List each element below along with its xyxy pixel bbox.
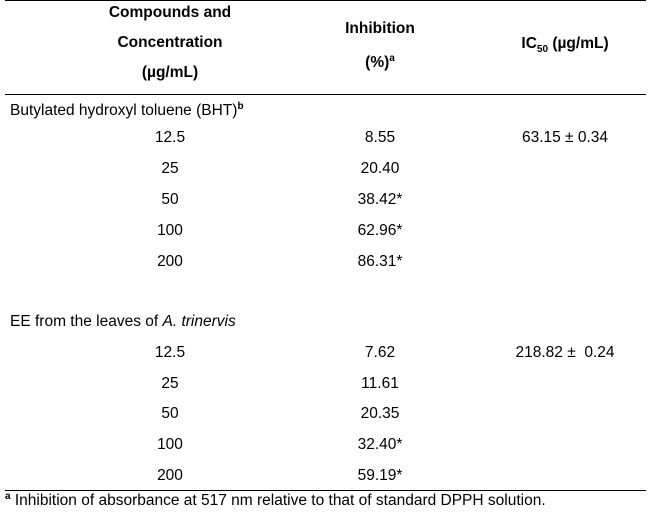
table-row-cell-inhib: 20.35 — [360, 405, 400, 422]
table-row-cell-conc: 200 — [157, 467, 183, 484]
footnote-sup: a — [5, 491, 11, 502]
group-label-ee: EE from the leaves of A. trinervis — [10, 313, 236, 330]
table-row-cell-inhib: 20.40 — [360, 160, 400, 177]
header-inhibition-sup: a — [389, 53, 395, 64]
table-row-cell-inhib: 86.31* — [357, 253, 403, 270]
table-row-cell-inhib: 62.96* — [357, 222, 403, 239]
table-row-cell-conc: 25 — [161, 160, 179, 177]
table-row-cell-inhib: 38.42* — [357, 191, 403, 208]
table-row-cell-inhib: 59.19* — [357, 467, 403, 484]
header-ic50: $IC_{50}$ (µg/mL) — [521, 35, 609, 56]
table-row-cell-inhib: 8.55 — [364, 129, 396, 146]
table-row-cell-inhib: 32.40* — [357, 436, 403, 453]
header-compounds-line1: Compounds and — [108, 4, 232, 21]
table-row-cell-ic50: 63.15 ± 0.34 — [521, 129, 609, 146]
header-inhibition-line2: (%)$^a$ — [365, 53, 395, 72]
header-compounds — [60, 0, 280, 88]
table-row-cell-conc: 25 — [161, 375, 179, 392]
table-row-cell-conc: 12.5 — [154, 129, 186, 146]
table-row-cell-conc: 200 — [157, 253, 183, 270]
group-label-bht: Butylated hydroxyl toluene (BHT)$^b$ — [10, 101, 244, 120]
table-row-cell-conc: 50 — [161, 191, 179, 208]
table-row-cell-conc: 50 — [161, 405, 179, 422]
header-inhibition — [280, 14, 480, 78]
header-ic50-sub: 50 — [536, 44, 549, 56]
footnote — [5, 491, 546, 510]
table-row-cell-inhib: 11.61 — [361, 375, 399, 392]
species-name: A. trinervis — [162, 313, 236, 330]
table-row-cell-inhib: 7.62 — [364, 344, 396, 361]
table-row-cell-ic50: 218.82 ± 0.24 — [515, 344, 615, 361]
header-compounds-line3: (µg/mL) — [141, 64, 199, 81]
header-compounds-line2: Concentration — [117, 34, 223, 51]
table-row-cell-conc: 100 — [157, 436, 183, 453]
footnote-text: Inhibition of absorbance at 517 nm relative to that of standard DPPH solution. — [10, 492, 546, 510]
group-label-sup: b — [237, 101, 244, 112]
header-inhibition-line1: Inhibition — [345, 20, 415, 37]
table-row-cell-conc: 100 — [157, 222, 183, 239]
table-row-cell-conc: 12.5 — [154, 344, 186, 361]
